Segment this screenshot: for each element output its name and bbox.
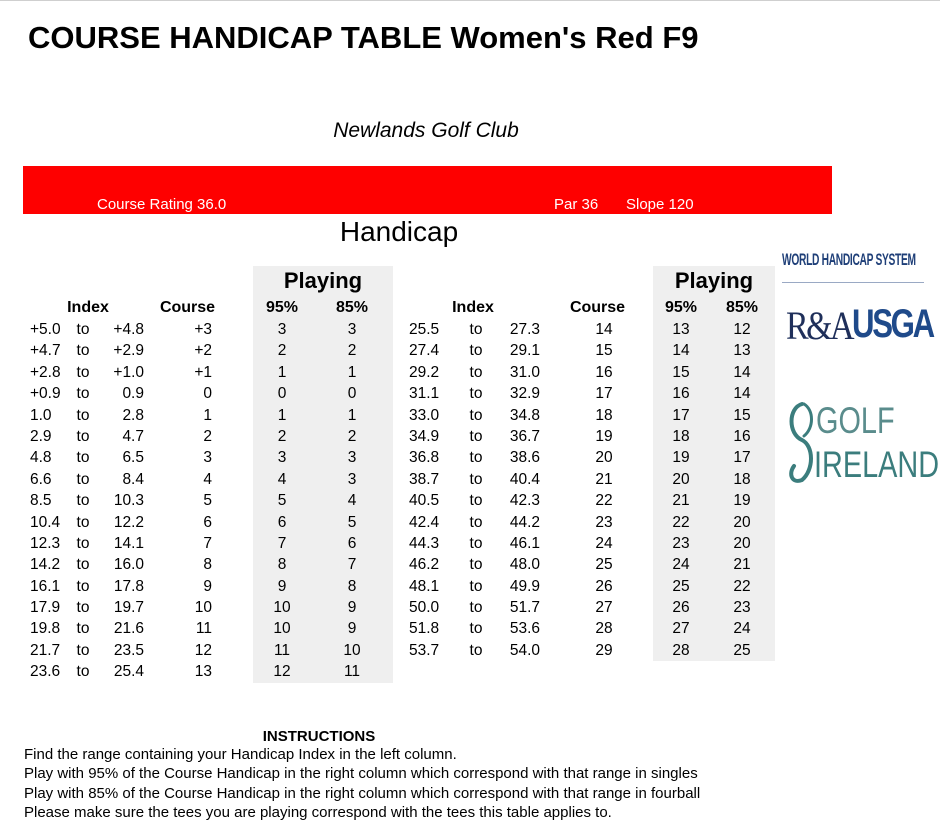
world-handicap-system-logo	[782, 240, 930, 283]
index-until: 2.8	[122, 406, 144, 424]
index-until: +2.9	[113, 342, 144, 360]
index-to: to	[76, 449, 90, 467]
index-from: 6.6	[30, 470, 52, 488]
playing-85: 3	[347, 470, 357, 488]
playing-95: 23	[672, 534, 690, 552]
table-row	[0, 490, 400, 511]
index-from: 48.1	[409, 577, 440, 595]
playing-95: 24	[672, 556, 690, 574]
course-handicap: 22	[595, 492, 613, 510]
index-until: +4.8	[113, 321, 144, 338]
table-row	[400, 362, 780, 383]
table-row	[0, 576, 400, 597]
index-until: 4.7	[122, 427, 144, 445]
table-row	[0, 640, 400, 661]
index-from: +4.7	[30, 342, 61, 360]
right-index-header: Index	[452, 299, 494, 316]
index-from: 19.8	[30, 620, 61, 638]
index-to: to	[469, 577, 483, 595]
instruction-line: Play with 95% of the Course Handicap in the right column which correspond with that range in singles	[24, 765, 698, 783]
course-handicap: 11	[195, 620, 212, 638]
playing-95: 13	[672, 321, 690, 338]
index-until: 34.8	[509, 406, 540, 424]
index-from: 36.8	[409, 449, 440, 467]
index-from: 10.4	[30, 513, 61, 531]
index-until: 38.6	[509, 449, 540, 467]
playing-95: 4	[277, 470, 287, 488]
table-row	[400, 426, 780, 447]
index-until: 12.2	[113, 513, 144, 531]
index-until: 14.1	[113, 534, 144, 552]
index-until: 36.7	[509, 427, 540, 445]
course-handicap: 14	[595, 321, 613, 338]
playing-95: 2	[277, 342, 287, 360]
playing-85: 11	[343, 663, 361, 681]
index-to: to	[469, 492, 483, 510]
course-handicap: 28	[595, 620, 613, 638]
top-border	[0, 0, 940, 1]
course-handicap: 17	[595, 385, 613, 403]
playing-95: 7	[277, 534, 287, 552]
course-handicap: 2	[203, 427, 212, 445]
playing-85: 16	[733, 427, 751, 445]
playing-95: 14	[672, 342, 690, 360]
index-to: to	[469, 342, 483, 360]
table-row	[400, 554, 780, 575]
playing-95: 5	[277, 492, 287, 510]
index-to: to	[469, 470, 483, 488]
table-row	[400, 319, 780, 340]
playing-85: 18	[733, 470, 751, 488]
course-handicap: 0	[203, 385, 212, 403]
table-row	[0, 405, 400, 426]
par-value: Par 36	[554, 196, 599, 213]
index-to: to	[76, 492, 90, 510]
index-until: 48.0	[509, 556, 540, 574]
playing-95: 19	[672, 449, 690, 467]
playing-95: 22	[672, 513, 690, 531]
index-to: to	[76, 663, 90, 681]
course-handicap: 10	[194, 599, 212, 617]
index-to: to	[76, 641, 90, 659]
index-until: 10.3	[113, 492, 144, 510]
playing-85: 24	[733, 620, 751, 638]
right-85-header: 85%	[725, 299, 759, 316]
index-until: 53.6	[509, 620, 540, 638]
index-until: 31.0	[509, 363, 540, 381]
playing-95: 3	[277, 321, 287, 338]
course-handicap: 20	[595, 449, 613, 467]
course-handicap: 12	[194, 641, 212, 659]
playing-85: 14	[733, 363, 751, 381]
index-to: to	[469, 321, 483, 338]
index-until: 0.9	[122, 385, 144, 403]
playing-95: 15	[672, 363, 690, 381]
course-handicap: 9	[203, 577, 212, 595]
index-until: 54.0	[509, 641, 540, 659]
index-to: to	[469, 620, 483, 638]
index-until: 19.7	[113, 599, 144, 617]
playing-85: 1	[347, 406, 357, 424]
course-handicap: +1	[194, 363, 212, 381]
playing-85: 8	[347, 577, 357, 595]
index-until: 40.4	[509, 470, 540, 488]
playing-85: 9	[347, 599, 357, 617]
playing-85: 17	[733, 449, 751, 467]
playing-85: 2	[347, 342, 357, 360]
course-handicap: +2	[194, 342, 212, 360]
playing-85: 19	[733, 492, 751, 510]
table-row	[400, 340, 780, 361]
playing-85: 14	[733, 385, 751, 403]
index-from: 2.9	[30, 427, 52, 445]
ireland-text: IRELAND	[814, 444, 940, 485]
table-row	[0, 597, 400, 618]
table-row	[0, 340, 400, 361]
table-row	[0, 618, 400, 639]
playing-85: 6	[347, 534, 357, 552]
playing-85: 23	[733, 599, 751, 617]
index-to: to	[469, 427, 483, 445]
ra-logo: R&A	[786, 303, 853, 348]
course-handicap: 24	[595, 534, 613, 552]
index-to: to	[76, 620, 90, 638]
playing-95: 25	[672, 577, 690, 595]
index-to: to	[76, 556, 90, 574]
playing-95: 10	[273, 599, 291, 617]
playing-85: 10	[343, 641, 361, 659]
playing-85: 4	[347, 492, 357, 510]
instructions-title: INSTRUCTIONS	[262, 728, 376, 745]
playing-95: 28	[672, 641, 690, 659]
instruction-line: Find the range containing your Handicap Index in the left column.	[24, 746, 457, 763]
playing-95: 10	[273, 620, 291, 638]
instruction-line: Please make sure the tees you are playing correspond with the tees this table applies to.	[24, 803, 612, 821]
index-until: 51.7	[509, 599, 540, 617]
table-row	[0, 661, 400, 682]
whs-underline	[782, 282, 924, 283]
index-from: 34.9	[409, 427, 440, 445]
playing-85: 25	[733, 641, 751, 659]
table-row	[400, 405, 780, 426]
handicap-heading: Handicap	[339, 216, 459, 247]
playing-95: 16	[672, 385, 690, 403]
index-until: 6.5	[122, 449, 144, 467]
usga-logo: USGA	[852, 302, 933, 346]
playing-95: 2	[277, 427, 287, 445]
table-row	[0, 362, 400, 383]
table-row	[0, 554, 400, 575]
index-to: to	[76, 363, 90, 381]
instruction-line: Play with 85% of the Course Handicap in the right column which correspond with that range in fourball	[24, 784, 701, 802]
playing-95: 1	[277, 406, 287, 424]
course-handicap: 5	[203, 492, 212, 510]
right-playing-header: Playing	[674, 268, 754, 293]
playing-95: 11	[273, 641, 291, 659]
table-row	[400, 383, 780, 404]
index-from: +2.8	[30, 363, 61, 381]
course-handicap: 4	[203, 470, 212, 488]
table-row	[400, 533, 780, 554]
playing-95: 1	[277, 363, 287, 381]
playing-95: 21	[672, 492, 690, 510]
table-row	[400, 618, 780, 639]
playing-95: 20	[672, 470, 690, 488]
table-row	[400, 469, 780, 490]
playing-85: 3	[347, 321, 357, 338]
index-from: 29.2	[409, 363, 440, 381]
course-handicap: +3	[194, 321, 212, 338]
index-from: 17.9	[30, 599, 61, 617]
playing-95: 0	[277, 385, 287, 403]
table-row	[400, 576, 780, 597]
page-title: COURSE HANDICAP TABLE Women's Red F9	[28, 20, 699, 55]
index-from: 33.0	[409, 406, 440, 424]
playing-85: 1	[347, 363, 357, 381]
table-row	[0, 512, 400, 533]
course-handicap: 13	[194, 663, 212, 681]
index-until: 23.5	[113, 641, 144, 659]
table-row	[0, 447, 400, 468]
index-until: 44.2	[509, 513, 540, 531]
course-handicap: 19	[595, 427, 613, 445]
table-row	[400, 640, 780, 661]
index-to: to	[76, 534, 90, 552]
playing-85: 20	[733, 513, 751, 531]
table-row	[0, 533, 400, 554]
playing-95: 3	[277, 449, 287, 467]
index-to: to	[469, 556, 483, 574]
right-course-header: Course	[569, 299, 626, 316]
golf-ireland-logo	[784, 398, 940, 490]
left-85-header: 85%	[335, 299, 369, 316]
playing-85: 13	[733, 342, 751, 360]
course-handicap: 23	[595, 513, 613, 531]
index-until: 46.1	[509, 534, 540, 552]
index-to: to	[469, 641, 483, 659]
index-until: 27.3	[509, 321, 540, 338]
index-to: to	[469, 599, 483, 617]
index-until: 21.6	[113, 620, 144, 638]
table-row	[0, 426, 400, 447]
playing-85: 7	[347, 556, 357, 574]
ra-usga-logos	[786, 302, 936, 350]
index-until: 16.0	[113, 556, 144, 574]
left-table	[0, 319, 400, 683]
playing-95: 12	[273, 663, 291, 681]
index-to: to	[76, 599, 90, 617]
course-handicap: 27	[595, 599, 613, 617]
index-from: +5.0	[30, 321, 61, 338]
index-from: 53.7	[409, 641, 440, 659]
index-to: to	[469, 363, 483, 381]
index-from: 46.2	[409, 556, 440, 574]
playing-85: 22	[733, 577, 751, 595]
playing-85: 5	[347, 513, 357, 531]
index-from: 1.0	[30, 406, 52, 424]
playing-85: 12	[733, 321, 751, 338]
playing-95: 26	[672, 599, 690, 617]
playing-95: 8	[277, 556, 287, 574]
playing-85: 20	[733, 534, 751, 552]
index-to: to	[76, 385, 90, 403]
index-from: 44.3	[409, 534, 440, 552]
right-95-header: 95%	[664, 299, 698, 316]
index-to: to	[469, 513, 483, 531]
instructions	[24, 728, 744, 822]
club-name: Newlands Golf Club	[333, 119, 519, 142]
index-from: 16.1	[30, 577, 61, 595]
table-row	[0, 319, 400, 340]
index-to: to	[76, 577, 90, 595]
index-from: 38.7	[409, 470, 440, 488]
index-from: 21.7	[30, 641, 61, 659]
index-from: 27.4	[409, 342, 440, 360]
index-from: 14.2	[30, 556, 61, 574]
table-row	[400, 597, 780, 618]
index-from: 25.5	[409, 321, 440, 338]
course-handicap: 7	[203, 534, 212, 552]
left-course-header: Course	[159, 299, 216, 316]
playing-85: 15	[733, 406, 751, 424]
playing-95: 6	[277, 513, 287, 531]
index-from: 31.1	[409, 385, 440, 403]
course-handicap: 3	[203, 449, 212, 467]
index-from: 23.6	[30, 663, 61, 681]
playing-95: 17	[672, 406, 690, 424]
table-row	[400, 447, 780, 468]
index-until: 17.8	[113, 577, 144, 595]
index-until: 29.1	[509, 342, 540, 360]
left-playing-header: Playing	[283, 268, 363, 293]
index-to: to	[469, 534, 483, 552]
index-to: to	[469, 406, 483, 424]
index-from: 40.5	[409, 492, 440, 510]
table-row	[0, 383, 400, 404]
course-handicap: 1	[203, 406, 212, 424]
course-handicap: 6	[203, 513, 212, 531]
index-from: 4.8	[30, 449, 52, 467]
playing-85: 21	[733, 556, 751, 574]
playing-85: 9	[347, 620, 357, 638]
course-rating: Course Rating 36.0	[97, 196, 227, 213]
course-handicap: 26	[595, 577, 613, 595]
index-until: 32.9	[509, 385, 540, 403]
playing-85: 0	[347, 385, 357, 403]
index-to: to	[76, 513, 90, 531]
course-handicap: 18	[595, 406, 613, 424]
right-table	[400, 319, 780, 661]
index-until: +1.0	[113, 363, 144, 381]
left-95-header: 95%	[265, 299, 299, 316]
index-from: 50.0	[409, 599, 440, 617]
index-until: 8.4	[122, 470, 144, 488]
index-from: +0.9	[30, 385, 61, 403]
index-from: 42.4	[409, 513, 440, 531]
course-handicap: 8	[203, 556, 212, 574]
left-index-header: Index	[67, 299, 109, 316]
course-handicap: 29	[595, 641, 613, 659]
course-handicap: 16	[595, 363, 613, 381]
index-until: 42.3	[509, 492, 540, 510]
index-from: 12.3	[30, 534, 61, 552]
slope-value: Slope 120	[626, 196, 694, 213]
index-until: 49.9	[509, 577, 540, 595]
table-row	[0, 469, 400, 490]
index-from: 8.5	[30, 492, 52, 510]
whs-logo-text: WORLD HANDICAP SYSTEM	[782, 251, 916, 269]
playing-95: 18	[672, 427, 690, 445]
playing-85: 2	[347, 427, 357, 445]
index-until: 25.4	[113, 663, 144, 681]
index-to: to	[469, 449, 483, 467]
index-to: to	[469, 385, 483, 403]
golf-text: GOLF	[816, 400, 895, 441]
index-to: to	[76, 406, 90, 424]
table-row	[400, 490, 780, 511]
playing-95: 27	[672, 620, 690, 638]
course-handicap: 15	[595, 342, 613, 360]
course-handicap: 25	[595, 556, 613, 574]
course-handicap: 21	[595, 470, 613, 488]
playing-95: 9	[277, 577, 287, 595]
index-from: 51.8	[409, 620, 440, 638]
index-to: to	[76, 470, 90, 488]
index-to: to	[76, 342, 90, 360]
table-row	[400, 512, 780, 533]
playing-85: 3	[347, 449, 357, 467]
index-to: to	[76, 321, 90, 338]
index-to: to	[76, 427, 90, 445]
